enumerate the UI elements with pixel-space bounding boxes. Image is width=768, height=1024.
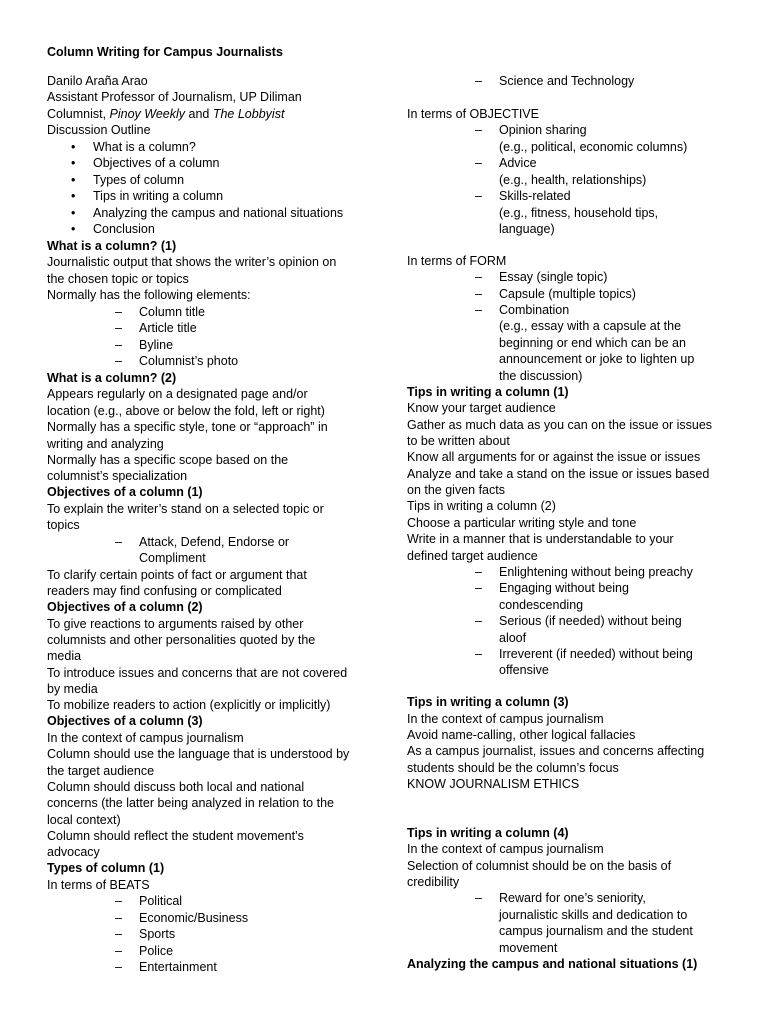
text-line: the target audience — [47, 764, 155, 778]
section-heading: What is a column? (2) — [47, 371, 177, 385]
text-line: In terms of FORM — [407, 254, 507, 268]
text-line: Reward for one’s seniority, — [499, 891, 646, 905]
section-heading: Objectives of a column (3) — [47, 714, 203, 728]
section-heading: Column Writing for Campus Journalists — [47, 45, 283, 59]
dash-marker: – — [475, 581, 482, 595]
text-line: As a campus journalist, issues and concerns affecting — [407, 744, 705, 758]
text-line: To clarify certain points of fact or argument that — [47, 568, 307, 582]
dash-marker: – — [115, 338, 122, 352]
publication-name: Pinoy Weekly — [109, 107, 186, 121]
dash-marker: – — [115, 305, 122, 319]
dash-marker: – — [475, 74, 482, 88]
text-line: KNOW JOURNALISM ETHICS — [407, 777, 580, 791]
text-line: condescending — [499, 598, 584, 612]
text-line: In the context of campus journalism — [407, 842, 604, 856]
text-line: Sports — [139, 927, 176, 941]
dash-marker: – — [115, 894, 122, 908]
text-line: Serious (if needed) without being — [499, 614, 682, 628]
text-line: by media — [47, 682, 98, 696]
bullet-icon: • — [71, 140, 76, 154]
text-line: Appears regularly on a designated page and/or — [47, 387, 308, 401]
dash-marker: – — [115, 535, 122, 549]
text-line: Objectives of a column — [93, 156, 220, 170]
text-line: topics — [47, 518, 80, 532]
bullet-icon: • — [71, 206, 76, 220]
text-line: Analyze and take a stand on the issue or issues based — [407, 467, 710, 481]
text-line: Normally has the following elements: — [47, 288, 251, 302]
bullet-icon: • — [71, 189, 76, 203]
text-line: Gather as much data as you can on the issue or issues — [407, 418, 713, 432]
text-line: Entertainment — [139, 960, 217, 974]
text-line: Police — [139, 944, 174, 958]
section-heading: Tips in writing a column (4) — [407, 826, 569, 840]
text-line: In the context of campus journalism — [47, 731, 244, 745]
text-line: journalistic skills and dedication to — [499, 908, 688, 922]
dash-marker: – — [475, 156, 482, 170]
text-line: Byline — [139, 338, 174, 352]
text-line: Essay (single topic) — [499, 270, 608, 284]
text-line: Attack, Defend, Endorse or — [139, 535, 290, 549]
text-line: Combination — [499, 303, 570, 317]
dash-marker: – — [115, 944, 122, 958]
text-line: Enlightening without being preachy — [499, 565, 693, 579]
text-fragment: Columnist, — [47, 107, 110, 121]
text-line: Columnist’s photo — [139, 354, 239, 368]
text-line: language) — [499, 222, 555, 236]
text-line: Discussion Outline — [47, 123, 151, 137]
text-line: the chosen topic or topics — [47, 272, 189, 286]
text-line: Science and Technology — [499, 74, 635, 88]
text-line: announcement or joke to lighten up — [499, 352, 695, 366]
text-line: columnist’s specialization — [47, 469, 188, 483]
text-line: Conclusion — [93, 222, 155, 236]
text-line: Column should discuss both local and national — [47, 780, 305, 794]
text-line: In terms of OBJECTIVE — [407, 107, 539, 121]
text-line: To introduce issues and concerns that are not covered — [47, 666, 348, 680]
dash-marker: – — [475, 287, 482, 301]
text-line: Journalistic output that shows the writer’s opinion on — [47, 255, 337, 269]
text-line: Article title — [139, 321, 197, 335]
text-line: Analyzing the campus and national situations — [93, 206, 344, 220]
text-line: on the given facts — [407, 483, 505, 497]
text-line: campus journalism and the student — [499, 924, 693, 938]
text-fragment: and — [185, 107, 213, 121]
dash-marker: – — [475, 303, 482, 317]
dash-marker: – — [115, 354, 122, 368]
text-line: Compliment — [139, 551, 206, 565]
dash-marker: – — [115, 911, 122, 925]
dash-marker: – — [475, 614, 482, 628]
text-line: to be written about — [407, 434, 510, 448]
text-line: Danilo Araña Arao — [47, 74, 148, 88]
text-line: Tips in writing a column (2) — [407, 499, 556, 513]
bullet-icon: • — [71, 222, 76, 236]
text-line: offensive — [499, 663, 549, 677]
dash-marker: – — [475, 565, 482, 579]
section-heading: Objectives of a column (1) — [47, 485, 203, 499]
section-heading: Tips in writing a column (1) — [407, 385, 569, 399]
text-line: columnists and other personalities quoted by the — [47, 633, 316, 647]
text-line: Write in a manner that is understandable to your — [407, 532, 674, 546]
dash-marker: – — [475, 891, 482, 905]
text-line: local context) — [47, 813, 121, 827]
text-line: Political — [139, 894, 183, 908]
section-heading: Tips in writing a column (3) — [407, 695, 569, 709]
section-heading: What is a column? (1) — [47, 239, 177, 253]
section-heading: Types of column (1) — [47, 861, 165, 875]
text-line: Choose a particular writing style and tone — [407, 516, 637, 530]
text-line: Column should use the language that is understood by — [47, 747, 350, 761]
dash-marker: – — [475, 123, 482, 137]
dash-marker: – — [115, 927, 122, 941]
text-line: Engaging without being — [499, 581, 629, 595]
text-line: To give reactions to arguments raised by other — [47, 617, 304, 631]
text-line: Skills-related — [499, 189, 571, 203]
text-line: Irreverent (if needed) without being — [499, 647, 693, 661]
text-line: Advice — [499, 156, 537, 170]
text-line: advocacy — [47, 845, 100, 859]
text-line: Know your target audience — [407, 401, 556, 415]
dash-marker: – — [475, 189, 482, 203]
text-line: What is a column? — [93, 140, 196, 154]
text-line: Assistant Professor of Journalism, UP Diliman — [47, 90, 302, 104]
text-line: defined target audience — [407, 549, 538, 563]
text-line: beginning or end which can be an — [499, 336, 686, 350]
section-heading: Objectives of a column (2) — [47, 600, 203, 614]
text-line: media — [47, 649, 82, 663]
dash-marker: – — [115, 321, 122, 335]
text-line: In the context of campus journalism — [407, 712, 604, 726]
text-line: aloof — [499, 631, 527, 645]
text-line: the discussion) — [499, 369, 583, 383]
text-line: Capsule (multiple topics) — [499, 287, 636, 301]
publication-name: The Lobbyist — [212, 107, 285, 121]
bullet-icon: • — [71, 156, 76, 170]
text-line: Column title — [139, 305, 205, 319]
text-line: (e.g., health, relationships) — [499, 173, 647, 187]
dash-marker: – — [475, 647, 482, 661]
text-line: Economic/Business — [139, 911, 249, 925]
section-heading: Analyzing the campus and national situations (1) — [407, 957, 698, 971]
text-line: Normally has a specific style, tone or “approach” in — [47, 420, 328, 434]
dash-marker: – — [115, 960, 122, 974]
text-line: In terms of BEATS — [47, 878, 150, 892]
text-line: students should be the column’s focus — [407, 761, 619, 775]
dash-marker: – — [475, 270, 482, 284]
text-line: credibility — [407, 875, 460, 889]
text-line: (e.g., political, economic columns) — [499, 140, 688, 154]
text-line: concerns (the latter being analyzed in relation to the — [47, 796, 334, 810]
text-line: location (e.g., above or below the fold, left or right) — [47, 404, 325, 418]
text-line: Normally has a specific scope based on the — [47, 453, 289, 467]
text-line: Column should reflect the student movement’s — [47, 829, 304, 843]
text-line: To mobilize readers to action (explicitly or implicitly) — [47, 698, 331, 712]
text-line: Know all arguments for or against the issue or issues — [407, 450, 701, 464]
text-line: writing and analyzing — [47, 437, 164, 451]
text-line: readers may find confusing or complicated — [47, 584, 282, 598]
text-line: Selection of columnist should be on the basis of — [407, 859, 672, 873]
text-line: To explain the writer’s stand on a selected topic or — [47, 502, 324, 516]
text-line: Opinion sharing — [499, 123, 587, 137]
text-line: Types of column — [93, 173, 185, 187]
text-line: Tips in writing a column — [93, 189, 224, 203]
text-line: (e.g., fitness, household tips, — [499, 206, 659, 220]
text-line — [47, 106, 284, 122]
text-line: (e.g., essay with a capsule at the — [499, 319, 682, 333]
text-line: movement — [499, 941, 558, 955]
text-line: Avoid name-calling, other logical fallacies — [407, 728, 636, 742]
bullet-icon: • — [71, 173, 76, 187]
